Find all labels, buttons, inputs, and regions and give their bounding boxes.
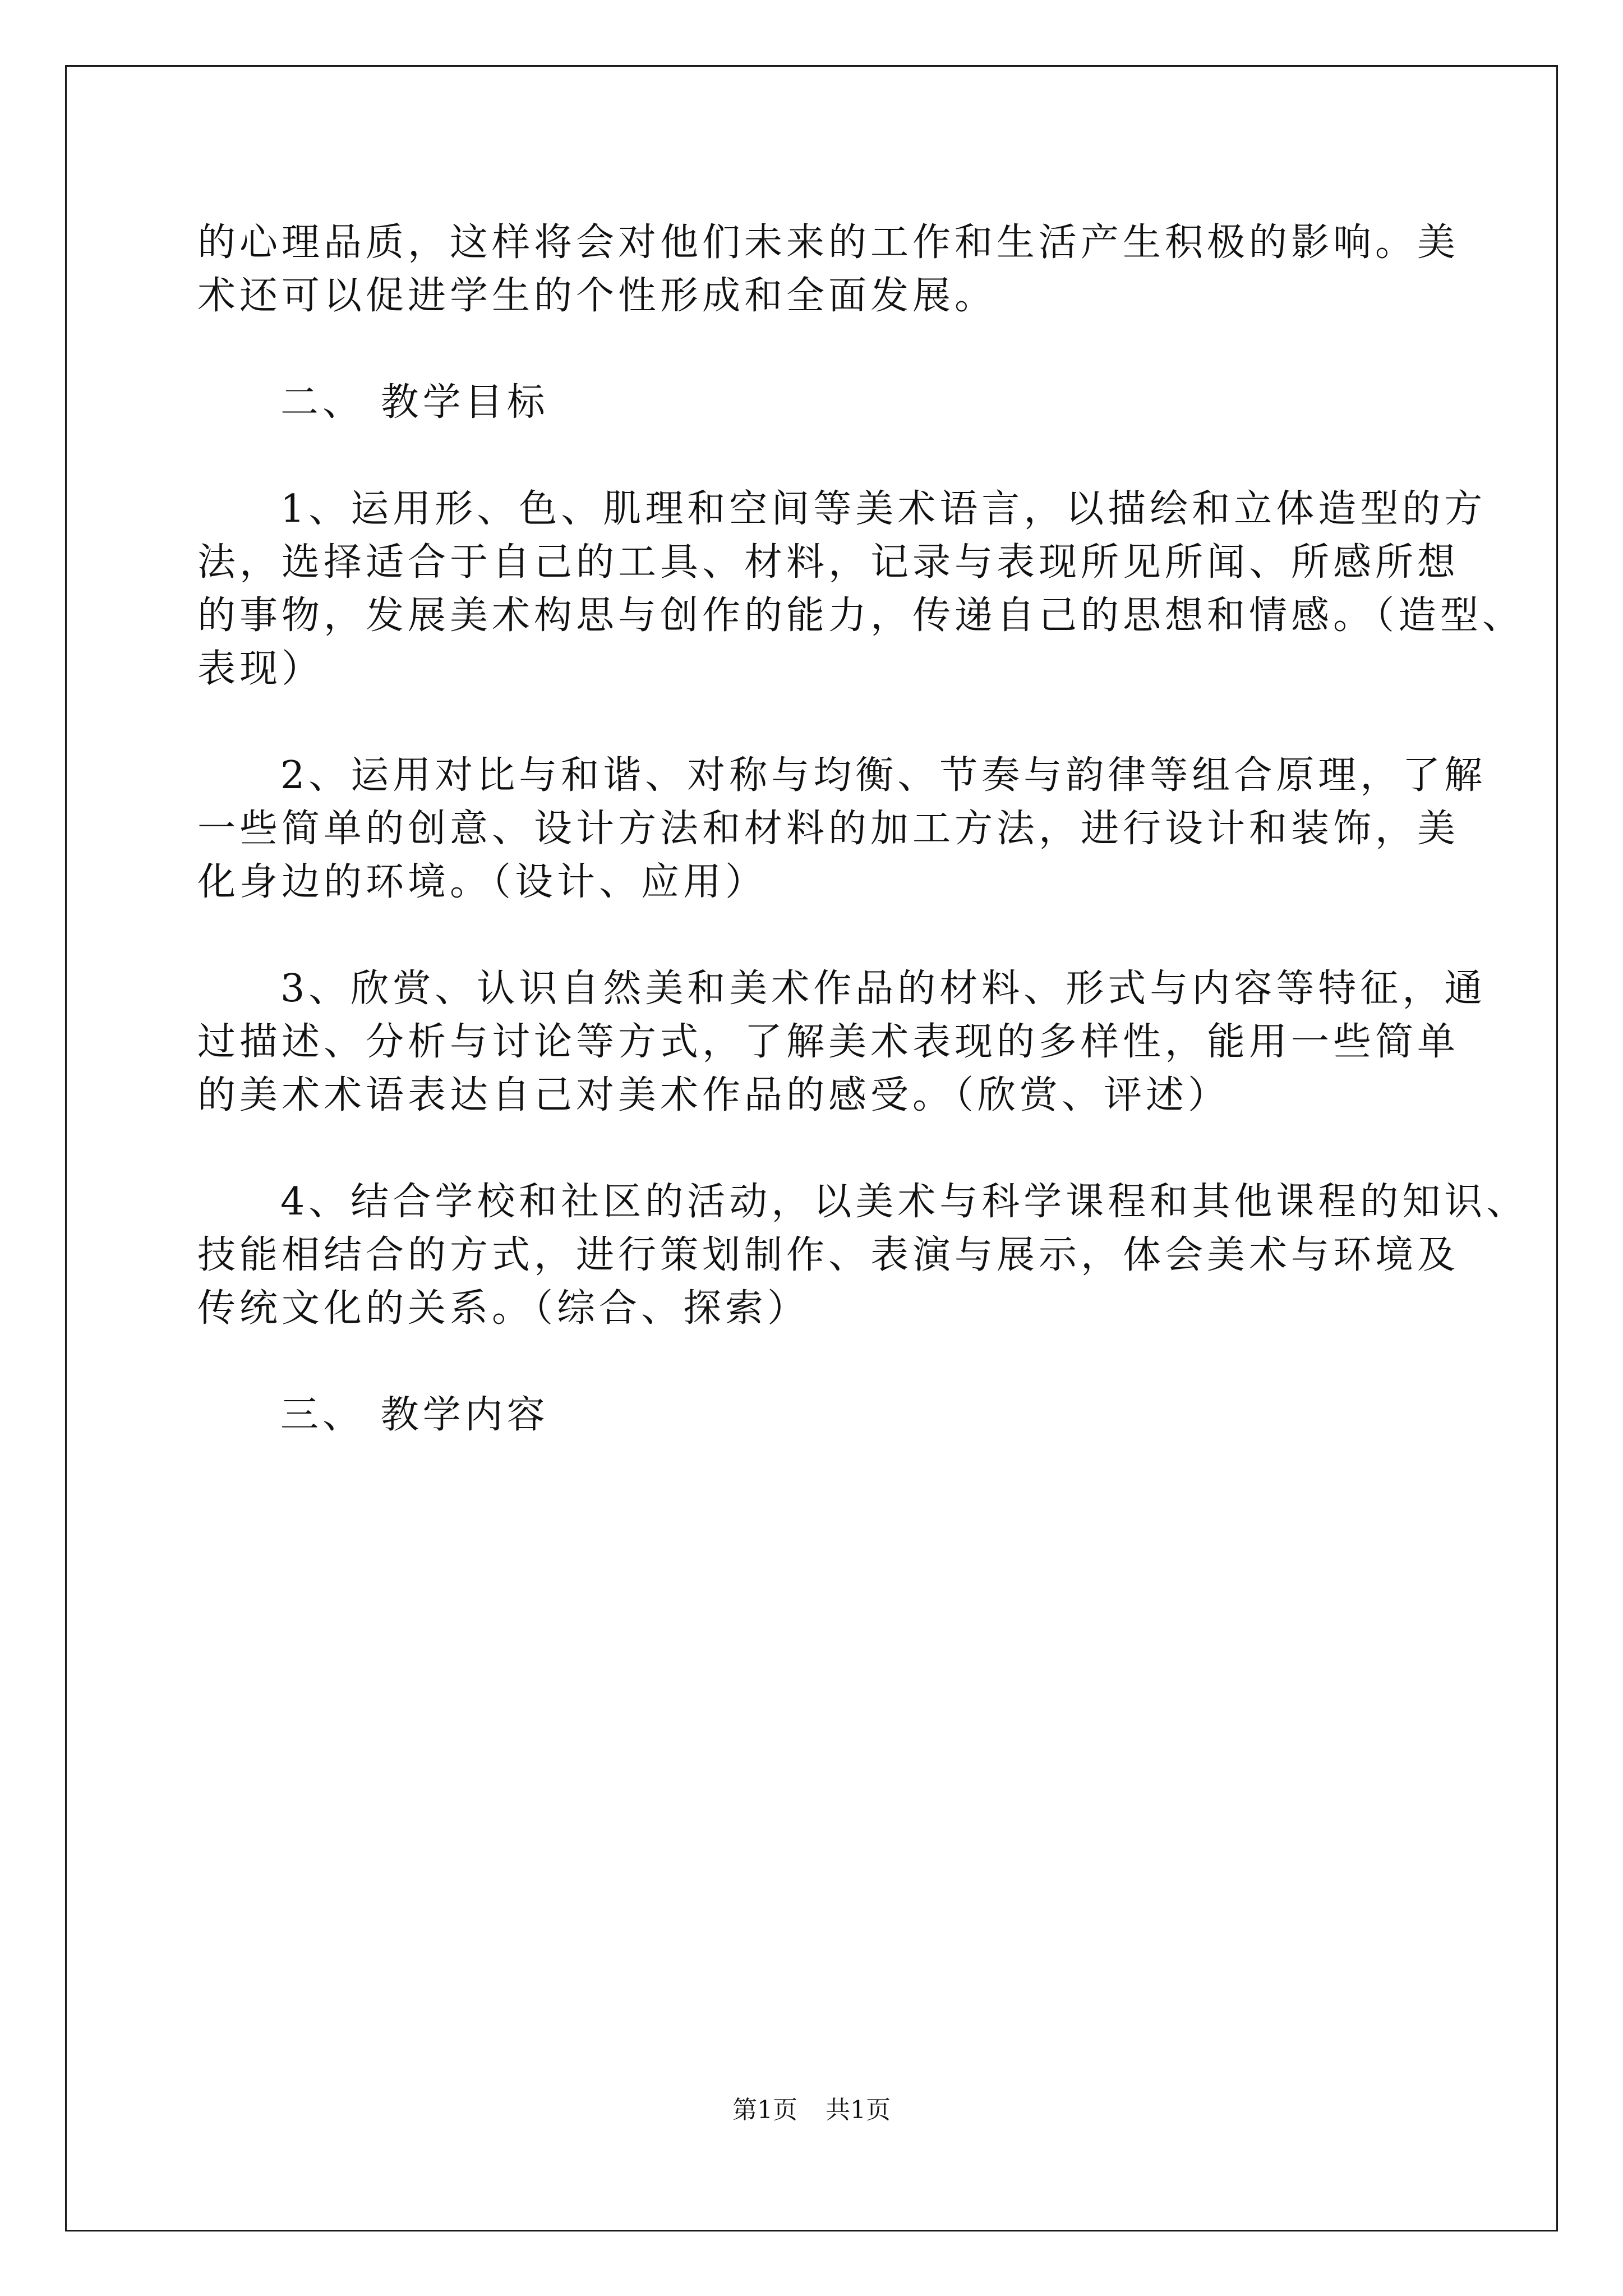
- body-line: 2、运用对比与和谐、对称与均衡、节奏与韵律等组合原理，了解: [280, 753, 1487, 798]
- body-line: 技能相结合的方式，进行策划制作、表演与展示，体会美术与环境及: [197, 1233, 1460, 1277]
- body-line: 传统文化的关系。（综合、探索）: [197, 1286, 810, 1331]
- body-line: 过描述、分析与讨论等方式，了解美术表现的多样性，能用一些简单: [197, 1020, 1460, 1064]
- body-line: 1、运用形、色、肌理和空间等美术语言，以描绘和立体造型的方: [280, 487, 1487, 531]
- body-line: 化身边的环境。（设计、应用）: [197, 860, 768, 904]
- page-total: 共1页: [826, 2096, 891, 2124]
- body-line: 3、欣赏、认识自然美和美术作品的材料、形式与内容等特征，通: [280, 967, 1487, 1011]
- body-line: 法，选择适合于自己的工具、材料，记录与表现所见所闻、所感所想: [197, 540, 1460, 585]
- section-heading: 三、 教学内容: [280, 1393, 549, 1437]
- page-number: 第1页: [732, 2096, 797, 2124]
- body-line: 4、结合学校和社区的活动，以美术与科学课程和其他课程的知识、: [280, 1180, 1529, 1224]
- document-body: [197, 216, 1529, 1442]
- body-line: 的美术术语表达自己对美术作品的感受。（欣赏、评述）: [197, 1073, 1230, 1117]
- body-line: 一些简单的创意、设计方法和材料的加工方法，进行设计和装饰，美: [197, 807, 1460, 851]
- page-footer: [0, 2090, 1623, 2125]
- body-line: 的事物，发展美术构思与创作的能力，传递自己的思想和情感。（造型、: [197, 593, 1525, 638]
- body-line: 表现）: [197, 647, 324, 691]
- section-heading: 二、 教学目标: [280, 380, 549, 425]
- body-line: 的心理品质，这样将会对他们未来的工作和生活产生积极的影响。美: [197, 220, 1460, 265]
- body-line: 术还可以促进学生的个性形成和全面发展。: [197, 274, 997, 318]
